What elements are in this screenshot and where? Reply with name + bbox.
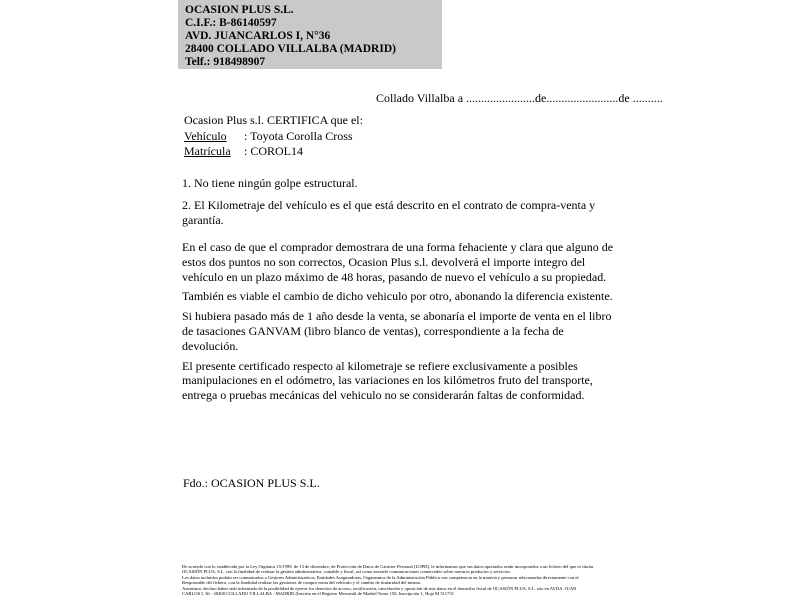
- company-name: OCASION PLUS S.L.: [185, 4, 294, 16]
- condition-points: [182, 176, 622, 235]
- legal-line-6: CARLOS I, 36 - 28400 COLLADO VILLALBA - MADRID (Inscrita en el Registro Mercantil de Madrid Tomo 150, Inscripción 1, Hoja M 511731: [182, 591, 454, 597]
- body-paragraph-1: En el caso de que el comprador demostrara de una forma fehaciente y clara que alguno de estos dos puntos no son correctos, Ocasion Plus s.l. devolverá el importe integro del vehículo en un plazo máximo de 48 horas, pasando de nuevo el vehículo a su propiedad.: [182, 240, 614, 284]
- certify-intro: Ocasion Plus s.l. CERTIFICA que el:: [184, 113, 363, 127]
- plate-value: : COROL14: [244, 144, 304, 158]
- company-phone: Telf.: 918498907: [185, 56, 266, 68]
- condition-point-2: 2. El Kilometraje del vehículo es el que está descrito en el contrato de compra-venta y garantía.: [182, 198, 596, 227]
- legal-line-3: Los datos incluidos podrán ser comunicados a Gestores Administrativos, Entidades Aseguradoras, Organismos de la Administración Pública con competencia en la materia y personas relacionadas directamente con el: [182, 574, 579, 580]
- date-line: Collado Villalba a .......................de........................de ..........: [376, 91, 663, 105]
- plate-label: Matrícula: [184, 144, 231, 158]
- legal-line-2: OCASIÓN PLUS, S.L. con la finalidad de realizar la gestión administrativa, contable y fiscal, así como enviarle comunicaciones comerciales sobre nuestros productos y servicios.: [182, 569, 511, 575]
- body-paragraph-3: Si hubiera pasado más de 1 año desde la venta, se abonaría el importe de venta en el libro de tasaciones GANVAM (libro blanco de ventas), correspondiente a la fecha de devolución.: [182, 309, 612, 353]
- legal-line-1: De acuerdo con lo establecido por la Ley Orgánica 15/1999, de 13 de diciembre, de Protección de Datos de Carácter Personal (LOPD), le informamos que sus datos aportados serán incorporados a un fichero del que es titular: [182, 564, 594, 569]
- vehicle-value: : Toyota Corolla Cross: [244, 128, 353, 143]
- legal-footer: [182, 564, 616, 596]
- company-city: 28400 COLLADO VILLALBA (MADRID): [185, 43, 396, 55]
- body-paragraphs: [182, 240, 620, 408]
- legal-line-5: Asimismo, declaro haber sido informado de la posibilidad de ejercer los derechos de acceso, rectificación, cancelación y oposición de mis datos en el domicilio fiscal de OCASIÓN PLUS, S.L. sito en AVDA. JUAN: [182, 585, 577, 591]
- legal-line-4: Responsable del fichero, con la finalidad realizar las gestiones de compra venta del vehículo y el cambio de titularidad del mismo.: [182, 580, 422, 586]
- condition-point-1: 1. No tiene ningún golpe estructural.: [182, 176, 358, 190]
- certify-block: [184, 113, 363, 160]
- plate-row: [184, 144, 363, 160]
- vehicle-label: Vehículo: [184, 128, 227, 143]
- company-cif: C.I.F.: B-86140597: [185, 17, 277, 29]
- body-paragraph-4: El presente certificado respecto al kilometraje se refiere exclusivamente a posibles manipulaciones en el odómetro, las variaciones en los kilómetros fruto del transporte, entrega o pruebas mecánicas del vehiculo no se considerarán faltas de conformidad.: [182, 358, 593, 403]
- letterhead-box: [178, 0, 442, 69]
- vehicle-row: [184, 129, 363, 145]
- body-paragraph-2: También es viable el cambio de dicho vehiculo por otro, abonando la diferencia existente.: [182, 289, 613, 304]
- signature-line: Fdo.: OCASION PLUS S.L.: [183, 476, 320, 490]
- company-address: AVD. JUANCARLOS I, N°36: [185, 30, 331, 42]
